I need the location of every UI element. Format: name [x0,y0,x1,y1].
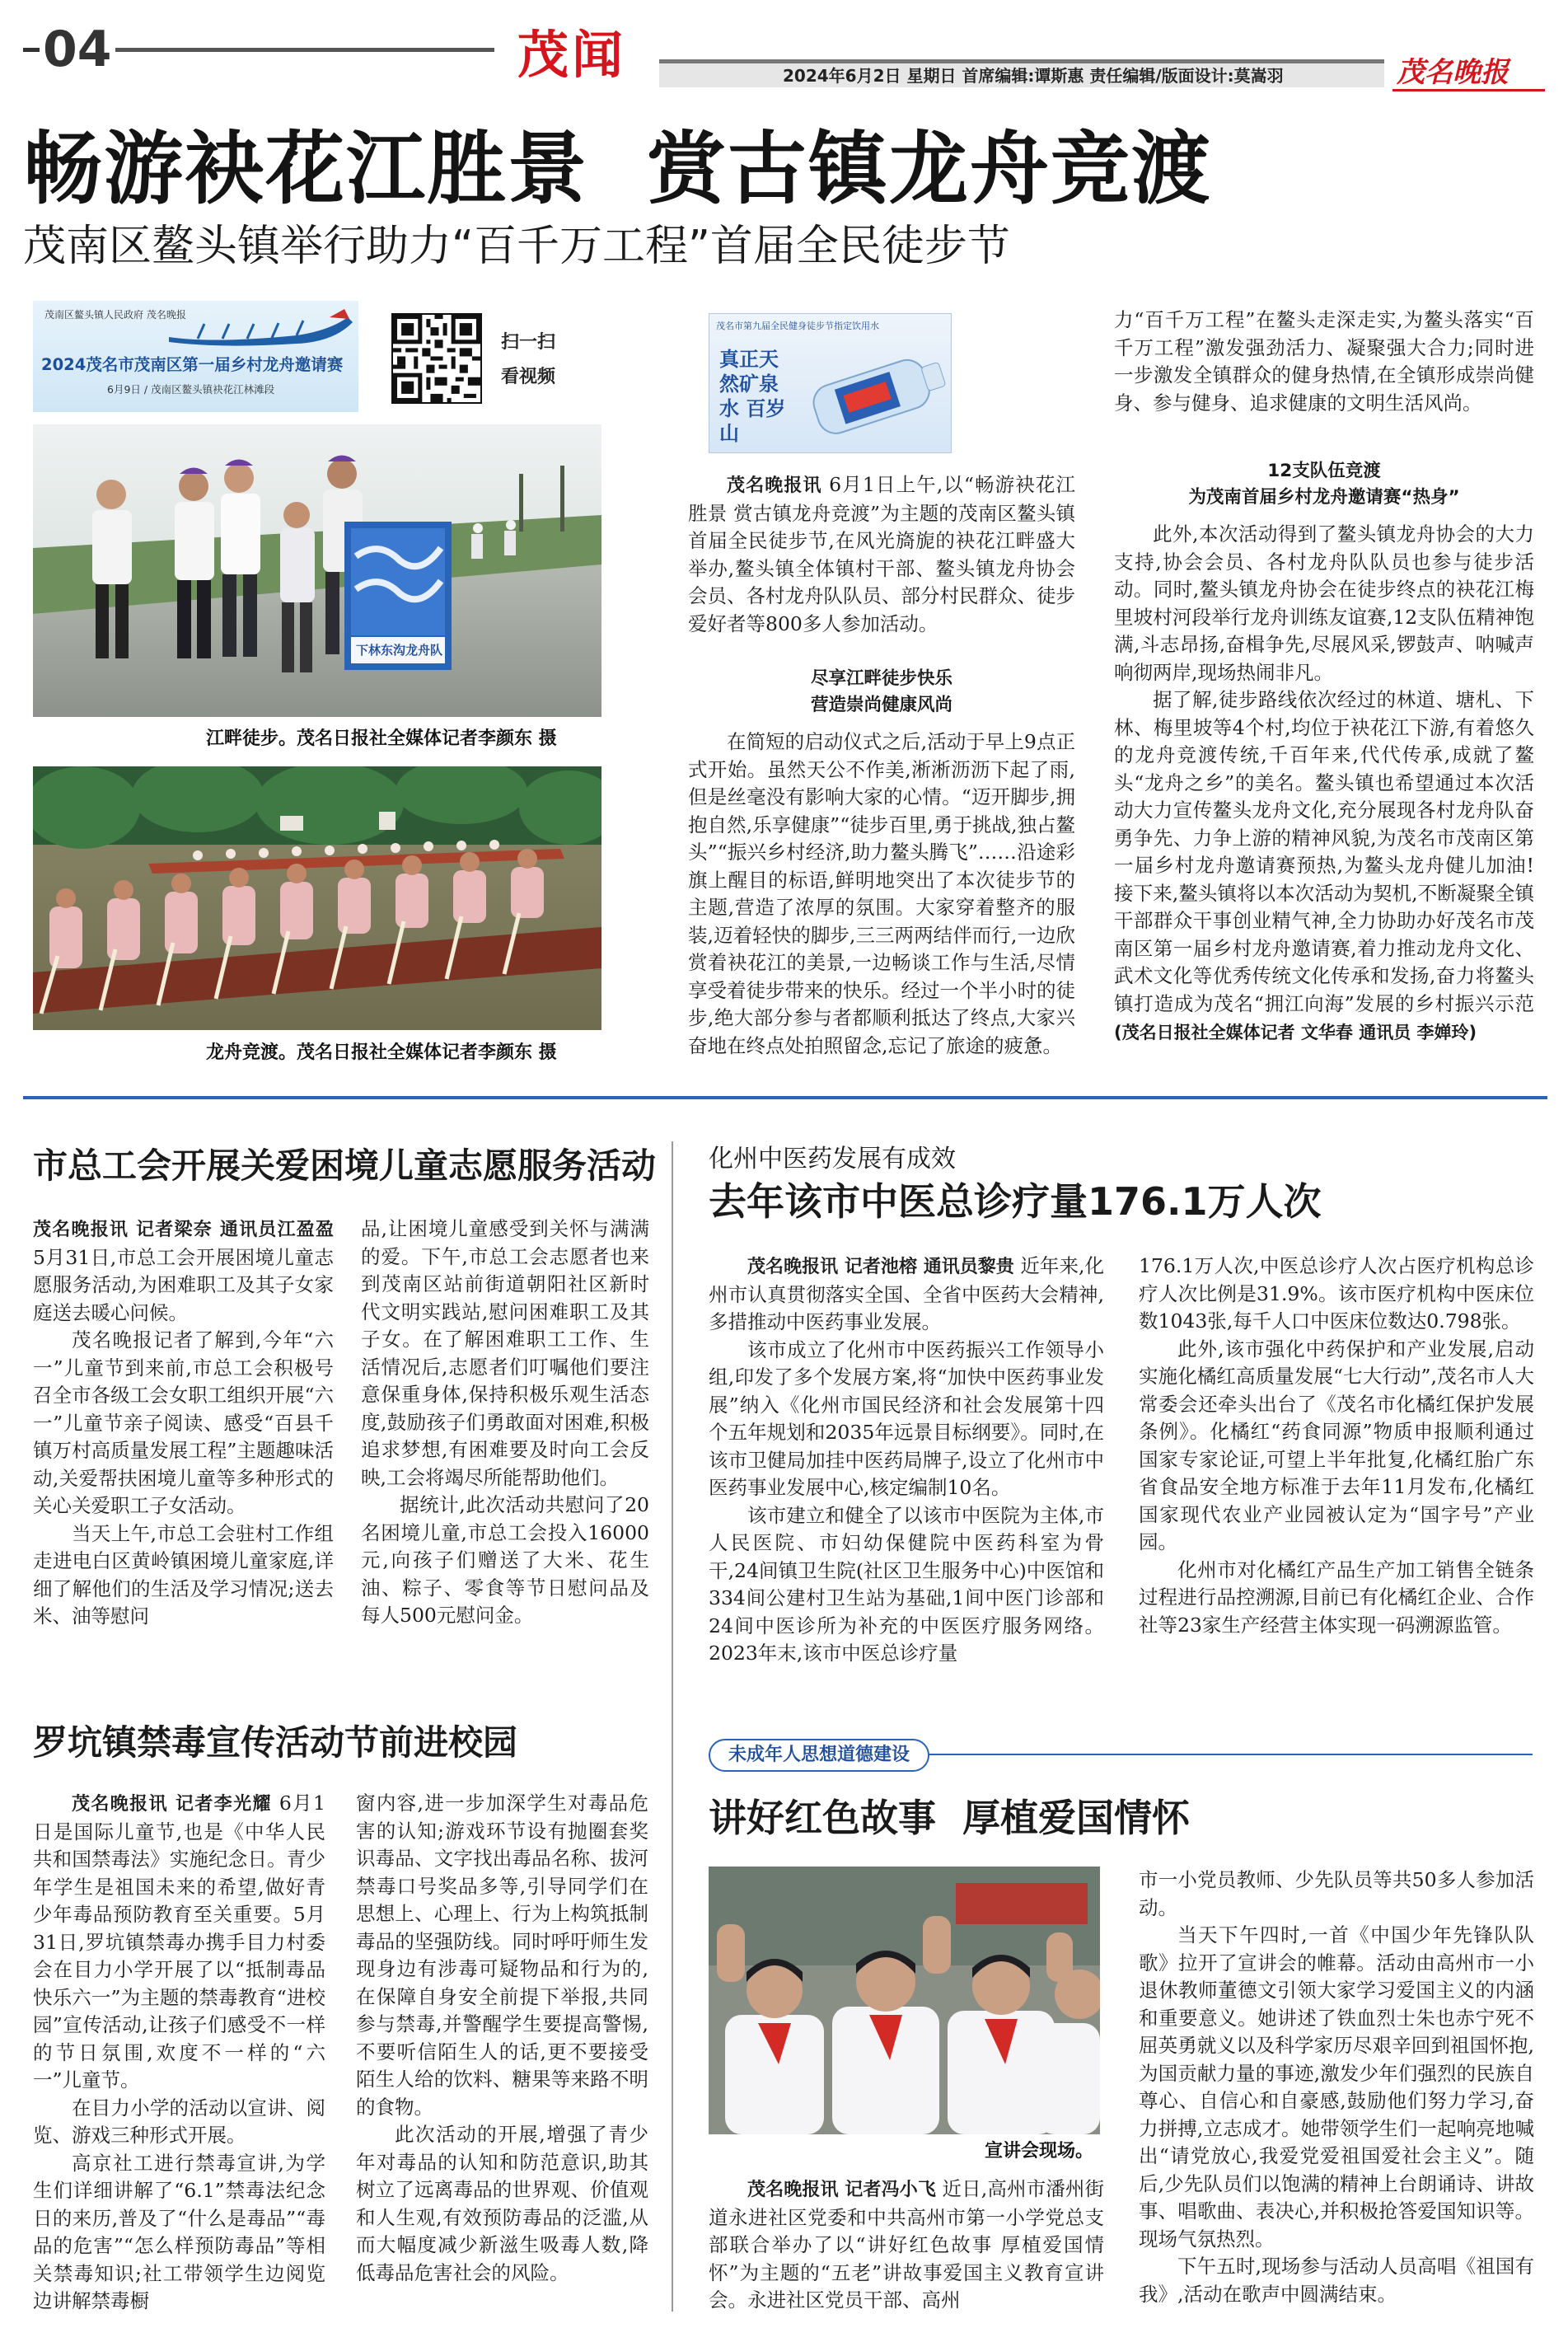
page-number-dash [23,48,40,52]
lecture-scene-image [709,1867,1100,2134]
walking-scene-image [33,424,601,717]
lead-byline: (茂名日报社全媒体记者 文华春 通讯员 李婵玲) [1114,1023,1477,1042]
drug-paragraph: 高京社工进行禁毒宣讲,为学生们详细讲解了“6.1”禁毒法纪念日的来历,普及了“什么是毒品”“毒品的危害”“怎么样预防毒品”等相关禁毒知识;社工带领学生边阅览边讲解禁毒橱 [33,2151,325,2312]
union-paragraph: 据统计,此次活动共慰问了20名困境儿童,市总工会投入16000元,向孩子们赠送了大米、花生油、粽子、零食等节日慰问品及每人500元慰问金。 [361,1493,649,1627]
dragon-boat-scene-image [33,766,601,1030]
drug-paragraph: 茂名晚报讯 记者李光耀 6月1日是国际儿童节,也是《中华人民共和国禁毒法》实施纪念日。青少年学生是祖国未来的希望,做好青少年毒品预防教育至关重要。5月31日,罗坑镇禁毒办携手目力村委会在目力小学开展了以“抵制毒品 快乐六一”为主题的禁毒教育“进校园”宣传活动,让孩子们感受不一样的节日氛围,欢度不一样的“六一”儿童节。 [33,1792,325,2091]
red-col2 [1139,1867,1534,2320]
water-bottle-graphic [796,339,948,446]
lead-col1-intro [688,471,1075,654]
page-header [0,0,1568,91]
tcm-paragraph: 176.1万人次,中医总诊疗人次占医疗机构总诊疗人次比例是31.9%。该市医疗机构中医床位数1043张,每千人口中医床位数达0.798张。 [1139,1254,1534,1333]
drug-paragraph: 在目力小学的活动以宣讲、阅览、游戏三种形式开展。 [33,2096,325,2147]
red-paragraph: 茂名晚报讯 记者冯小飞 近日,高州市潘州街道永进社区党委和中共高州市第一小学党总支部联合举办了以“讲好红色故事 厚植爱国情怀”为主题的“五老”讲故事爱国主义教育宣讲会。永进社区党员干部、高州 [709,2177,1104,2312]
tcm-col2 [1139,1253,1534,1665]
banner-subtitle: 6月9日 / 茂南区鳌头镇袂花江林滩段 [107,383,275,396]
section-logo: 茂闻 [517,25,627,85]
photo-walking-caption: 江畔徒步。茂名日报社全媒体记者李颜东 摄 [206,728,557,749]
red-paragraph: 市一小党员教师、少先队员等共50多人参加活动。 [1139,1868,1534,1919]
tcm-paragraph: 该市成立了化州市中医药振兴工作领导小组,印发了多个发展方案,将“加快中医药事业发展”纳入《化州市国民经济和社会发展第十四个五年规划和2035年远景目标纲要》。同时,在该市卫健局加挂中医药局牌子,设立了化州市中医药事业发展中心,核定编制10名。 [709,1337,1104,1499]
union-col1 [33,1216,334,1652]
header-rule-right [1392,89,1545,91]
header-rule-left [115,48,494,52]
banner-title: 2024茂名市茂南区第一届乡村龙舟邀请赛 [41,355,344,374]
photo-lecture-caption: 宣讲会现场。 [985,2141,1094,2162]
tcm-title: 去年该市中医总诊疗量176.1万人次 [709,1179,1322,1224]
lead-paragraph: 在简短的启动仪式之后,活动于早上9点正式开始。虽然天公不作美,淅淅沥沥下起了雨,但是丝毫没有影响大家的心情。“迈开脚步,拥抱自然,乐享健康”“徒步百里,勇于挑战,独占鳌头”“振兴乡村经济,助力鳌头腾飞”……沿途彩旗上醒目的标语,鲜明地突出了本次徒步节的主题,营造了浓厚的氛围。大家穿着整齐的服装,迈着轻快的脚步,三三两两结伴而行,一边欣赏着袂花江的美景,一边畅谈工作与生活,尽情享受着徒步带来的快乐。经过一个半小时的徒步,绝大部分参与者都顺利抵达了终点,大家兴奋地在终点处拍照留念,忘记了旅途的疲惫。 [688,730,1075,1057]
union-paragraph: 品,让困境儿童感受到关怀与满满的爱。下午,市总工会志愿者也来到茂南区站前街道朝阳社区新时代文明实践站,慰问困难职工及其子女。在了解困难职工工作、生活情况后,志愿者们叮嘱他们要注意保重身体,保持积极乐观生活态度,鼓励孩子们勇敢面对困难,积极追求梦想,有困难要及时向工会反映,工会将竭尽所能帮助他们。 [361,1217,649,1489]
drug-col1 [33,1790,325,2317]
lead-col2-intro [1114,307,1534,447]
header-info: 2024年6月2日 星期日 首席编辑:谭斯惠 责任编辑/版面设计:莫嵩羽 [783,66,1284,86]
lead-paragraph: 据了解,徒步路线依次经过的林道、塘札、下林、梅里坡等4个村,均位于袂花江下游,有着悠久的龙舟竞渡传统,千百年来,代代传承,成就了鳌头“龙舟之乡”的美名。鳌头镇也希望通过本次活动大力宣传鳌头龙舟文化,充分展现各村龙舟队奋勇争先、力争上游的精神风貌,为茂名市茂南区第一届乡村龙舟邀请赛预热,为鳌头龙舟健儿加油!接下来,鳌头镇将以本次活动为契机,不断凝聚全镇干部群众干事创业精气神,全力协助办好茂名市茂南区第一届乡村龙舟邀请赛,着力推动龙舟文化、武术文化等优秀传统文化传承和发扬,奋力将鳌头镇打造成为茂名“拥江向海”发展的乡村振兴示范 [1114,688,1534,1015]
lead-subtitle: 茂南区鳌头镇举行助力“百千万工程”首届全民徒步节 [23,222,1010,271]
photo-dragon-boat-caption: 龙舟竞渡。茂名日报社全媒体记者李颜东 摄 [206,1042,557,1063]
red-paragraph: 下午五时,现场参与活动人员高唱《祖国有我》,活动在歌声中圆满结束。 [1139,2255,1534,2306]
lead-subhead-1a: 尽享江畔徒步快乐 [810,668,953,689]
tcm-kicker: 化州中医药发展有成效 [709,1145,956,1173]
drug-paragraph: 窗内容,进一步加深学生对毒品危害的认知;游戏环节设有抛圈套奖识毒品、文字找出毒品名称、拔河禁毒口号奖品多等,引导同学们在思想上、心理上、行为上构筑抵制毒品的坚强防线。同时呼吁师生发现身边有涉毒可疑物品和行为的,在保障自身安全前提下举报,共同参与禁毒,并警醒学生要提高警惕,不要听信陌生人的话,更不要接受陌生人给的饮料、糖果等来路不明的食物。 [356,1792,648,2119]
union-title: 市总工会开展关爱困境儿童志愿服务活动 [33,1145,657,1186]
photo-walking-sign: 下林东沟龙舟队 [356,643,443,658]
drug-col2 [356,1790,648,2317]
drug-paragraph: 此次活动的开展,增强了青少年对毒品的认知和防范意识,助其树立了远离毒品的世界观、价值观和人生观,有效预防毒品的泛滥,从而大幅度减少新滋生吸毒人数,降低毒品危害社会的风险。 [356,2123,648,2284]
lead-subhead-2b: 为茂南首届乡村龙舟邀请赛“热身” [1188,487,1460,508]
union-paragraph: 茂名晚报记者了解到,今年“六一”儿童节到来前,市总工会积极号召全市各级工会女职工组织开展“六一”儿童节亲子阅读、感受“百县千镇万村高质量发展工程”主题趣味活动,关爱帮扶困境儿童等多种形式的关心关爱职工子女活动。 [33,1328,334,1517]
lead-title: 畅游袂花江胜景 赏古镇龙舟竞渡 [23,123,1212,215]
photo-walking [33,424,601,717]
dragon-boat-banner [33,301,358,412]
qr-code-icon [393,315,480,402]
lead-divider [23,1096,1547,1099]
scan-label-1: 扫一扫 [501,332,556,353]
red-article-tag: 未成年人思想道德建设 [709,1739,929,1772]
lead-subhead-1b: 营造崇尚健康风尚 [810,695,953,715]
lead-subhead-2a: 12支队伍竞渡 [1267,461,1381,481]
tcm-col1 [709,1253,1104,1665]
tcm-paragraph: 该市建立和健全了以该市中医院为主体,市人民医院、市妇幼保健院中医药科室为骨干,24间镇卫生院(社区卫生服务中心)中医馆和334间公建村卫生站为基础,1间中医门诊部和24间中医诊所为补充的中医医疗服务网络。2023年末,该市中医总诊疗量 [709,1503,1104,1665]
dragon-boat-graphic [165,306,354,347]
red-col1 [709,2176,1104,2320]
lead-paragraph: 力“百千万工程”在鳌头走深走实,为鳌头落实“百千万工程”激发强劲活力、凝聚强大合力;同时进一步激发全镇群众的健身热情,在全镇形成崇尚健身、参与健身、追求健康的文明生活风尚。 [1114,308,1534,415]
union-paragraph: 茂名晚报讯 记者梁奈 通讯员江盈盈 5月31日,市总工会开展困境儿童志愿服务活动,为困难职工及其子女家庭送去暖心问候。 [33,1220,334,1324]
water-ad-small-text: 茂名市第九届全民健身徒步节指定饮用水 [716,321,879,331]
drug-title: 罗坑镇禁毒宣传活动节前进校园 [33,1722,518,1763]
photo-dragon-boat [33,766,601,1030]
lead-col1-body [688,728,1075,1060]
tcm-paragraph: 此外,该市强化中药保护和产业发展,启动实施化橘红高质量发展“七大行动”,茂名市人大常委会还牵头出台了《茂名市化橘红保护发展条例》。化橘红“药食同源”物质申报顺利通过国家专家论证,可望上半年批复,化橘红胎广东省食品安全地方标准于去年11月发布,化橘红国家现代农业产业园被认定为“国字号”产业园。 [1139,1337,1534,1553]
union-paragraph: 当天上午,市总工会驻村工作组走进电白区黄岭镇困境儿童家庭,详细了解他们的生活及学习情况;送去米、油等慰问 [33,1521,334,1628]
tcm-paragraph: 茂名晚报讯 记者池榕 通讯员黎贵 近年来,化州市认真贯彻落实全国、全省中医药大会精神,多措推动中医药事业发展。 [709,1254,1104,1333]
column-divider [672,1141,673,2312]
water-ad-text: 真正天然矿泉水 百岁山 [719,348,786,445]
qr-code[interactable] [391,313,482,404]
photo-lecture [709,1867,1100,2134]
red-paragraph: 当天下午四时,一首《中国少年先锋队队歌》拉开了宣讲会的帷幕。活动由高州市一小退休教师董德文引领大家学习爱国主义的内涵和重要意义。她讲述了铁血烈士朱也赤宁死不屈英勇就义以及科学家历尽艰辛回到祖国怀抱,为国贡献力量的事迹,激发少年们强烈的民族自尊心、自信心和自豪感,鼓励他们努力学习,奋力拼搏,立志成才。她带领学生们一起响亮地喊出“请党放心,我爱党爱祖国爱社会主义”。随后,少先队员们以饱满的精神上台朗诵诗、讲故事、唱歌曲、表决心,并积极抢答爱国知识等。现场气氛热烈。 [1139,1923,1534,2251]
red-title: 讲好红色故事 厚植爱国情怀 [709,1796,1191,1840]
scan-label-2: 看视频 [501,367,556,387]
paper-logo: 茂名晚报 [1397,56,1509,89]
water-ad [709,313,952,453]
lead-intro-paragraph: 茂名晚报讯 6月1日上午,以“畅游袂花江胜景 赏古镇龙舟竞渡”为主题的茂南区鳌头镇首届全民徒步节,在风光旖旎的袂花江畔盛大举办,鳌头镇全体镇村干部、鳌头镇龙舟协会会员、各村龙舟队队员、部分村民群众、徒步爱好者等800多人参加活动。 [688,473,1075,635]
page-number: 04 [43,21,112,78]
union-col2 [361,1216,649,1652]
tcm-paragraph: 化州市对化橘红产品生产加工销售全链条过程进行品控溯源,目前已有化橘红企业、合作社等23家生产经营主体实现一码溯源监管。 [1139,1557,1534,1637]
lead-paragraph: 此外,本次活动得到了鳌头镇龙舟协会的大力支持,协会会员、各村龙舟队队员也参与徒步活动。同时,鳌头镇龙舟协会在徒步终点的袂花江梅里坡村河段举行龙舟训练友谊赛,12支队伍精神饱满,斗志昂扬,奋楫争先,尽展风采,锣鼓声、呐喊声响彻两岸,现场热闹非凡。 [1114,522,1534,684]
lead-col2-body [1114,521,1534,1019]
banner-top-text: 茂南区鳌头镇人民政府 茂名晚报 [44,309,186,321]
